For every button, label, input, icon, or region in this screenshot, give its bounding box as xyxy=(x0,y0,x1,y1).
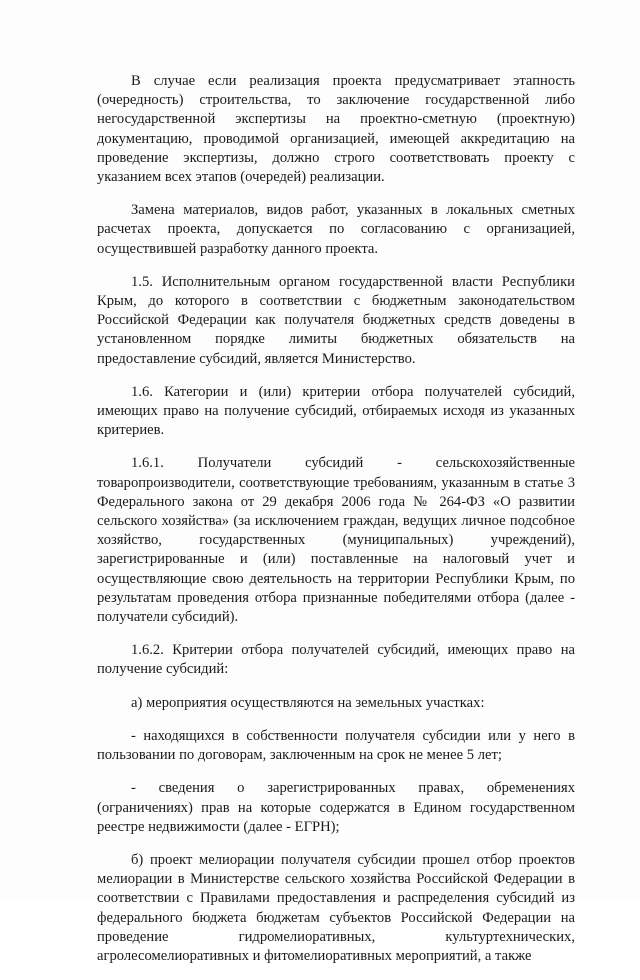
paragraph-1-5: 1.5. Исполнительным органом государственной власти Республики Крым, до которого в соответствии с бюджетным законодательством Российской Федерации как получателя бюджетных средств доведены в установленном порядке лимиты бюджетных обязательств на предоставление субсидий, является Министерство. xyxy=(97,273,575,367)
paragraph-criterion-b: б) проект мелиорации получателя субсидии прошел отбор проектов мелиорации в Министерстве сельского хозяйства Российской Федерации в соответствии с Правилами предоставления и распределения субсидий из федерального бюджета бюджетам субъектов Российской Федерации на проведение гидромелиоративных, культуртехнических, агролесомелиоративных и фитомелиоративных мероприятий, а также xyxy=(97,851,575,964)
paragraph-1-6: 1.6. Категории и (или) критерии отбора получателей субсидий, имеющих право на получение субсидий, отбираемых исходя из указанных критериев. xyxy=(97,383,575,439)
paragraph-1-6-1: 1.6.1. Получатели субсидий - сельскохозяйственные товаропроизводители, соответствующие требованиям, указанным в статье 3 Федерального закона от 29 декабря 2006 года № 264-ФЗ «О развитии сельского хозяйства» (за исключением граждан, ведущих личное подсобное хозяйство, государственных (муниципальных) учреждений), зарегистрированные и (или) поставленные на налоговый учет и осуществляющие свою деятельность на территории Республики Крым, по результатам проведения отбора признанные победителями отбора (далее - получатели субсидий). xyxy=(97,455,575,626)
document-body xyxy=(97,72,575,980)
paragraph-staging-expertise: В случае если реализация проекта предусматривает этапность (очередность) строительства, то заключение государственной либо негосударственной экспертизы на проектно-сметную (проектную) документацию, проводимой организацией, имеющей аккредитацию на проведение экспертизы, должно строго соответствовать проекту с указанием всех этапов (очередей) реализации. xyxy=(97,73,575,186)
paragraph-criterion-a-ownership: - находящихся в собственности получателя субсидии или у него в пользовании по договорам, заключенным на срок не менее 5 лет; xyxy=(97,727,575,764)
paragraph-criterion-a-egrn: - сведения о зарегистрированных правах, обременениях (ограничениях) прав на которые содержатся в Едином государственном реестре недвижимости (далее - ЕГРН); xyxy=(97,780,575,835)
paragraph-criterion-a: а) мероприятия осуществляются на земельных участках: xyxy=(131,694,485,711)
paragraph-materials-replacement: Замена материалов, видов работ, указанных в локальных сметных расчетах проекта, допускается по согласованию с организацией, осуществившей разработку данного проекта. xyxy=(97,202,575,257)
paragraph-1-6-2: 1.6.2. Критерии отбора получателей субсидий, имеющих право на получение субсидий: xyxy=(97,642,575,678)
